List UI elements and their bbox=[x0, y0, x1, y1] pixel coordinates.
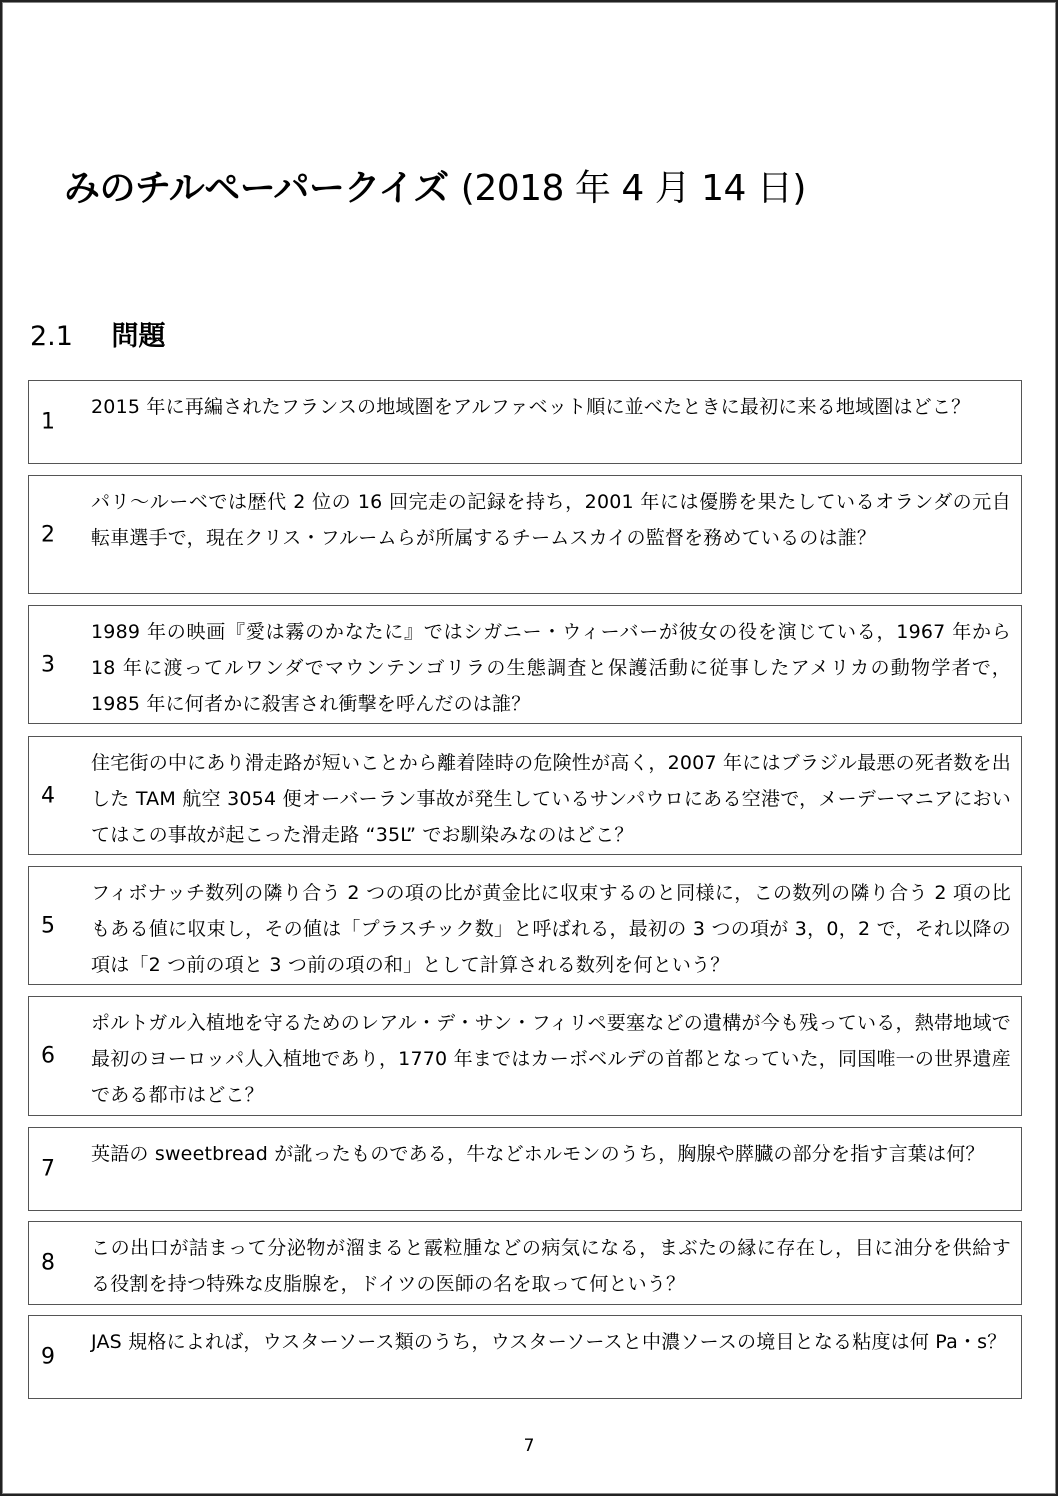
question-box bbox=[28, 1127, 1022, 1211]
question-text: この出口が詰まって分泌物が溜まると霰粒腫などの病気になる，まぶたの縁に存在し，目に油分を供給する役割を持つ特殊な皮脂腺を，ドイツの医師の名を取って何という？ bbox=[91, 1237, 1011, 1295]
question-number: 7 bbox=[41, 1156, 55, 1182]
question-box bbox=[28, 1315, 1022, 1399]
question-box bbox=[28, 380, 1022, 464]
question-text: パリ〜ルーベでは歴代 2 位の 16 回完走の記録を持ち，2001 年には優勝を果たしているオランダの元自転車選手で，現在クリス・フルームらが所属するチームスカイの監督を務めているのは誰？ bbox=[91, 491, 1011, 549]
question-text: 2015 年に再編されたフランスの地域圏をアルファベット順に並べたときに最初に来る地域圏はどこ？ bbox=[91, 396, 971, 418]
question-text: JAS 規格によれば，ウスターソース類のうち，ウスターソースと中濃ソースの境目となる粘度は何 Pa・s？ bbox=[91, 1331, 1007, 1353]
question-text: フィボナッチ数列の隣り合う 2 つの項の比が黄金比に収束するのと同様に，この数列の隣り合う 2 項の比もある値に収束し，その値は「プラスチック数」と呼ばれる，最初の 3 つの項が 3，0，2 で，それ以降の項は「2 つ前の項と 3 つ前の項の和」として計算される数列を何という？ bbox=[91, 882, 1011, 976]
question-text: 英語の sweetbread が訛ったものである，牛などホルモンのうち，胸腺や膵臓の部分を指す言葉は何？ bbox=[91, 1143, 985, 1165]
question-number: 4 bbox=[41, 783, 55, 808]
question-number: 5 bbox=[41, 913, 55, 938]
section-name: 問題 bbox=[111, 321, 166, 352]
question-number: 3 bbox=[41, 652, 55, 677]
title-date: (2018 年 4 月 14 日) bbox=[460, 168, 806, 209]
question-box bbox=[28, 736, 1022, 855]
section-number: 2.1 bbox=[30, 321, 73, 352]
question-box bbox=[28, 605, 1022, 724]
question-text: 住宅街の中にあり滑走路が短いことから離着陸時の危険性が高く，2007 年にはブラジル最悪の死者数を出した TAM 航空 3054 便オーバーラン事故が発生しているサンパウロにある空港で，メーデーマニアにおいてはこの事故が起こった滑走路 “35L” でお馴染みなのはどこ？ bbox=[91, 752, 1011, 846]
question-box bbox=[28, 866, 1022, 985]
question-number: 6 bbox=[41, 1043, 55, 1069]
question-number: 9 bbox=[41, 1344, 55, 1370]
page-title bbox=[64, 160, 806, 211]
question-number: 8 bbox=[41, 1250, 55, 1276]
question-box bbox=[28, 1221, 1022, 1305]
question-text: 1989 年の映画『愛は霧のかなたに』ではシガニー・ウィーバーが彼女の役を演じている，1967 年から 18 年に渡ってルワンダでマウンテンゴリラの生態調査と保護活動に従事したアメリカの動物学者で，1985 年に何者かに殺害され衝撃を呼んだのは誰？ bbox=[91, 621, 1011, 715]
question-text: ポルトガル入植地を守るためのレアル・デ・サン・フィリペ要塞などの遺構が今も残っている，熱帯地域で最初のヨーロッパ人入植地であり，1770 年まではカーボベルデの首都となっていた，同国唯一の世界遺産である都市はどこ？ bbox=[91, 1012, 1011, 1106]
question-number: 2 bbox=[41, 522, 55, 547]
title-main: みのチルペーパークイズ bbox=[64, 168, 449, 209]
question-number: 1 bbox=[41, 409, 55, 435]
page-number: 7 bbox=[523, 1436, 535, 1456]
section-heading bbox=[30, 314, 166, 353]
question-box bbox=[28, 996, 1022, 1116]
question-box bbox=[28, 475, 1022, 594]
